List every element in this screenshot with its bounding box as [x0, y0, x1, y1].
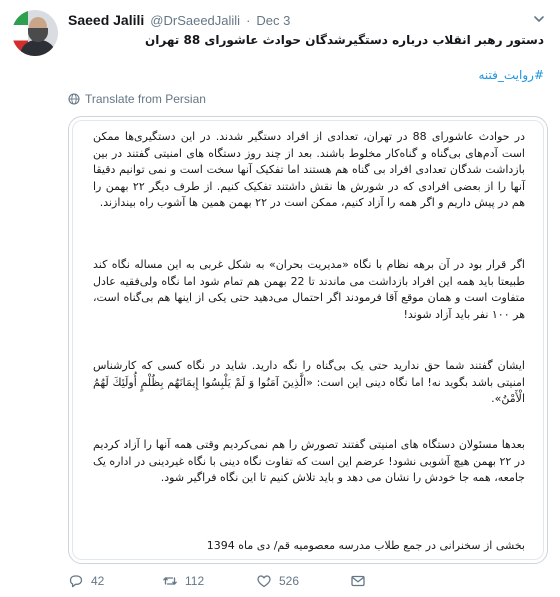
author-handle[interactable]: @DrSaeedJalili — [150, 12, 241, 28]
avatar[interactable] — [12, 10, 58, 56]
retweet-button[interactable] — [162, 573, 256, 589]
globe-icon — [68, 93, 80, 105]
heart-icon — [256, 573, 272, 589]
translate-label: Translate from Persian — [85, 92, 206, 106]
like-count: 526 — [279, 574, 300, 588]
separator-dot: · — [246, 12, 251, 28]
image-paragraph-2: اگر قرار بود در آن برهه نظام با نگاه «مدیریت بحران» به شکل غربی به این مساله نگاه کند طبیعتا باید همه این افراد بازداشت می ماندند تا 22 بهمن هم تمام شود اما نگاه ولی‌فقیه عادل متفاوت است و همان موقع آقا فرمودند اگر احتمال می‌دهید حتی یکی از اینها هم بی‌گناه است، هر ۱۰۰ نفر باید آزاد شوند! — [93, 258, 525, 321]
reply-button[interactable] — [68, 573, 162, 589]
reply-count: 42 — [91, 574, 105, 588]
action-bar — [68, 572, 444, 590]
tweet-date[interactable]: Dec 3 — [256, 12, 291, 28]
message-button[interactable] — [350, 573, 444, 589]
tweet-header — [68, 11, 290, 29]
envelope-icon — [350, 573, 366, 589]
image-paragraph-3: ایشان گفتند شما حق ندارید حتی یک بی‌گناه را نگه دارید. شاید در نگاه کسی که کارشناس امنیتی باشد بگوید نه! اما نگاه دینی این است: «الَّذِینَ آمَنُوا وَ لَمْ یَلْبِسُوا إِیمَانَهُم بِظُلْمٍ أُولَئِكَ لَهُمُ الْأَمْنُ». — [93, 359, 525, 405]
image-source-line: بخشی از سخنرانی در جمع طلاب مدرسه معصومیه قم/ دی ماه 1394 — [206, 539, 525, 552]
translate-button[interactable] — [68, 92, 206, 106]
attached-image[interactable] — [68, 116, 548, 564]
retweet-count: 112 — [185, 574, 205, 588]
tweet-text: دستور رهبر انقلاب درباره دستگیرشدگان حوادث عاشورای 88 تهران — [145, 33, 544, 47]
reply-icon — [68, 573, 84, 589]
hashtag-link[interactable]: #روایت_فتنه — [478, 68, 544, 82]
image-paragraph-4: بعدها مسئولان دستگاه های امنیتی گفتند تصورش را هم نمی‌کردیم وقتی همه آنها را آزاد کردیم در ۲۲ بهمن هیچ آشوبی نشود! عرضم این است که تفاوت نگاه دینی با نگاه غیردینی در اداره یک جامعه، همه جا خودش را نشان می دهد و باید تلاش کنیم تا این نگاه فراگیر شود. — [93, 438, 525, 484]
chevron-down-icon[interactable] — [532, 12, 546, 26]
like-button[interactable] — [256, 573, 350, 589]
author-name[interactable]: Saeed Jalili — [68, 12, 145, 28]
retweet-icon — [162, 573, 178, 589]
image-paragraph-1: در حوادث عاشورای 88 در تهران، تعدادی از افراد دستگیر شدند. در این دستگیری‌ها ممکن است آدم‌های بی‌گناه و گناه‌کار مخلوط باشند. بعد از چند روز دستگاه های امنیتی گفتند در بین بازداشت شدگان تعدادی افراد بی گناه هم هستند اما تفکیک آنها سخت است و نمی توانیم دقیقا آنها را از بعضی افرادی که در شورش ها نقش داشتند تفکیک کنیم. از طرف دیگر ۲۲ بهمن را هم در پیش داریم و اگر همه را آزاد کنیم، ممکن است در ۲۲ بهمن همین ها آشوب راه بیندازند. — [93, 130, 525, 209]
avatar-body — [20, 40, 56, 56]
